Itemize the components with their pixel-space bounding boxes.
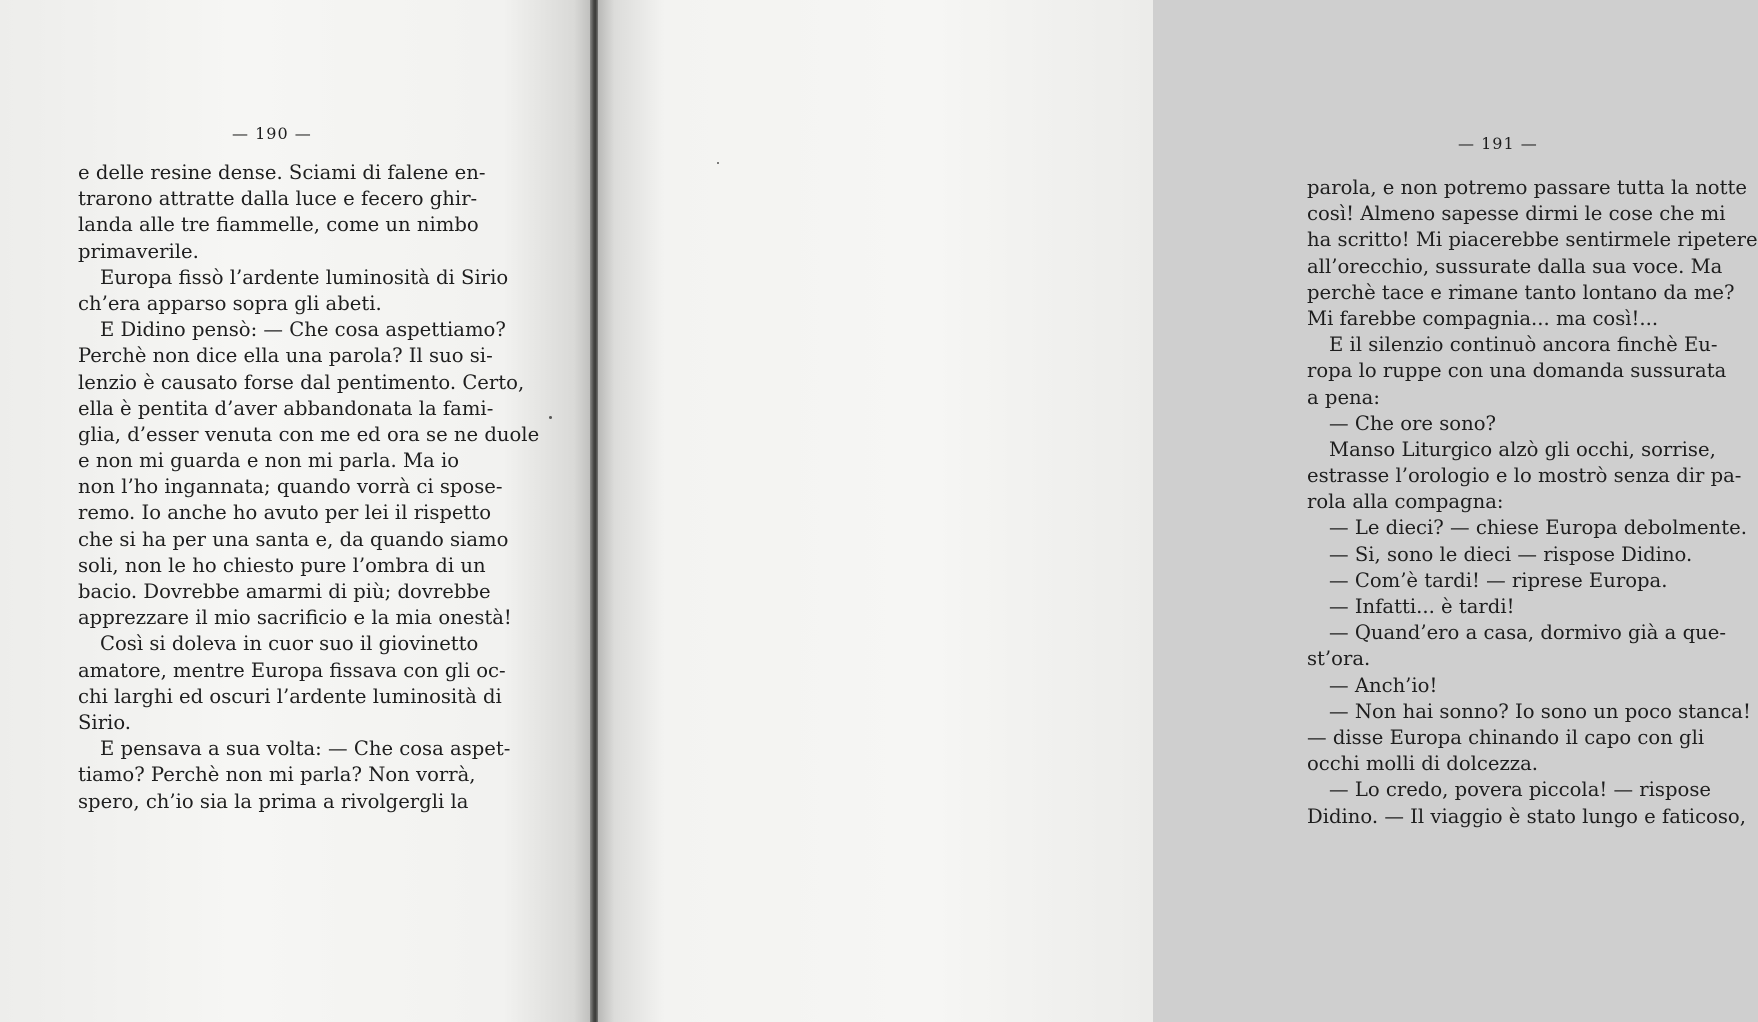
text-line: st’ora. (1307, 647, 1371, 671)
text-line: Europa fissò l’ardente luminosità di Sirio (100, 265, 509, 289)
text-line: spero, ch’io sia la prima a rivolgergli la (78, 789, 469, 813)
paper-speck (549, 416, 552, 419)
left-page-text (78, 160, 540, 815)
text-line: — disse Europa chinando il capo con gli (1307, 725, 1705, 749)
page-number-left: — 190 — (232, 124, 312, 143)
text-line: e delle resine dense. Sciami di falene en- (78, 161, 486, 184)
text-line: Così si doleva in cuor suo il giovinetto (100, 632, 479, 656)
text-line: a pena: (1307, 385, 1380, 409)
text-line: bacio. Dovrebbe amarmi di più; dovrebbe (78, 580, 491, 603)
text-line: remo. Io anche ho avuto per lei il rispetto (78, 501, 492, 525)
text-line: — Quand’ero a casa, dormivo già a que- (1329, 621, 1726, 645)
text-line: tiamo? Perchè non mi parla? Non vorrà, (78, 763, 476, 787)
text-line: landa alle tre fiammelle, come un nimbo (78, 213, 479, 237)
right-page-text (1307, 175, 1758, 830)
left-page (0, 0, 592, 1022)
text-line: e non mi guarda e non mi parla. Ma io (78, 449, 460, 473)
text-line: — Le dieci? — chiese Europa debolmente. (1329, 516, 1747, 540)
text-line: così! Almeno sapesse dirmi le cose che mi (1307, 202, 1726, 226)
page-number-right: — 191 — (1458, 134, 1538, 153)
text-line: — Infatti... è tardi! (1329, 595, 1515, 618)
text-line: Sirio. (78, 710, 132, 734)
text-line: ella è pentita d’aver abbandonata la fami- (78, 396, 494, 420)
text-line: E pensava a sua volta: — Che cosa aspet- (100, 737, 511, 761)
text-line: all’orecchio, sussurate dalla sua voce. Ma (1307, 254, 1723, 278)
text-line: — Si, sono le dieci — rispose Didino. (1329, 542, 1693, 566)
text-line: soli, non le ho chiesto pure l’ombra di un (78, 553, 486, 577)
text-line: Perchè non dice ella una parola? Il suo si- (78, 344, 493, 368)
text-line: ha scritto! Mi piacerebbe sentirmele ripetere (1307, 228, 1758, 252)
text-line: lenzio è causato forse dal pentimento. Certo, (78, 370, 525, 394)
right-page (598, 0, 1758, 1022)
text-line: Didino. — Il viaggio è stato lungo e faticoso, (1307, 804, 1746, 828)
text-line: Manso Liturgico alzò gli occhi, sorrise, (1329, 437, 1716, 461)
text-line: occhi molli di dolcezza. (1307, 752, 1539, 776)
text-line: ch’era apparso sopra gli abeti. (78, 291, 382, 315)
text-line: non l’ho ingannata; quando vorrà ci spose- (78, 475, 503, 499)
text-line: — Anch’io! (1329, 673, 1438, 697)
text-line: perchè tace e rimane tanto lontano da me? (1307, 280, 1735, 304)
text-line: chi larghi ed oscuri l’ardente luminosità di (78, 684, 502, 708)
text-line: estrasse l’orologio e lo mostrò senza dir pa- (1307, 464, 1742, 488)
text-line: — Com’è tardi! — riprese Europa. (1329, 568, 1668, 592)
text-line: trarono attratte dalla luce e fecero ghir- (78, 187, 478, 211)
text-line: apprezzare il mio sacrificio e la mia onestà! (78, 606, 512, 630)
text-line: amatore, mentre Europa fissava con gli oc- (78, 658, 506, 682)
text-line: glia, d’esser venuta con me ed ora se ne duole (78, 422, 540, 446)
text-line: E il silenzio continuò ancora finchè Eu- (1329, 333, 1718, 357)
text-line: Mi farebbe compagnia... ma così!... (1307, 306, 1659, 330)
text-line: — Non hai sonno? Io sono un poco stanca! (1329, 699, 1751, 723)
text-line: — Che ore sono? (1329, 411, 1497, 435)
text-line: E Didino pensò: — Che cosa aspettiamo? (100, 318, 506, 342)
text-line: ropa lo ruppe con una domanda sussurata (1307, 359, 1727, 383)
paper-speck (717, 162, 719, 164)
text-line: che si ha per una santa e, da quando siamo (78, 527, 509, 551)
text-line: — Lo credo, povera piccola! — rispose (1329, 778, 1711, 802)
text-line: parola, e non potremo passare tutta la notte (1307, 176, 1747, 199)
text-line: rola alla compagna: (1307, 490, 1504, 514)
text-line: primaverile. (78, 239, 199, 263)
